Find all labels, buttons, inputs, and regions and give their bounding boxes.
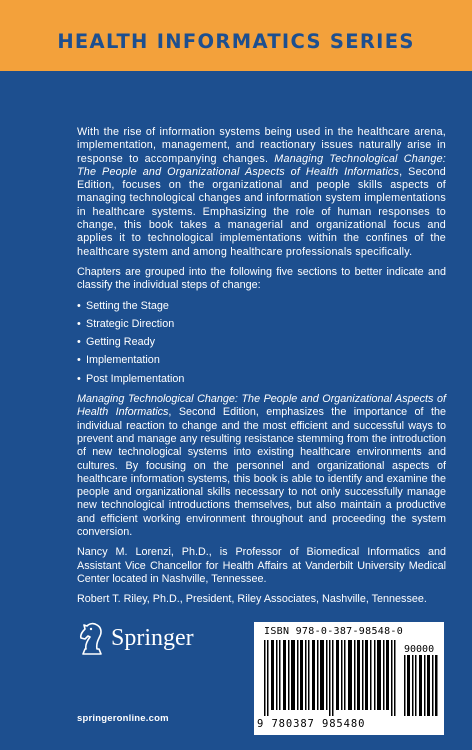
main-barcode-bars <box>264 640 396 716</box>
author-lorenzi: Nancy M. Lorenzi, Ph.D., is Professor of Biomedical Informatics and Assistant Vice Chancellor for Health Affairs at Vanderbilt University Medical Center located in Nashville, Tennessee. <box>77 546 446 585</box>
section-item: • Strategic Direction <box>77 318 446 331</box>
section-item: • Post Implementation <box>77 373 446 386</box>
intro-book-title: Managing Technological Change: The People and Organizational Aspects of Health Informatics <box>77 152 446 178</box>
series-title: HEALTH INFORMATICS SERIES <box>57 30 415 53</box>
section-item: • Implementation <box>77 354 446 367</box>
price-barcode-bars <box>404 655 438 716</box>
author-riley: Robert T. Riley, Ph.D., President, Riley Associates, Nashville, Tennessee. <box>77 593 427 606</box>
sections-list <box>77 300 446 386</box>
sections-lead: Chapters are grouped into the following five sections to better indicate and classify the individual steps of change: <box>77 265 446 292</box>
springer-logo <box>77 620 197 656</box>
series-band <box>0 0 472 71</box>
publisher-website[interactable]: springeronline.com <box>77 713 169 724</box>
publisher-name: Springer <box>111 625 194 651</box>
price-code: 90000 <box>404 644 435 655</box>
section-item: • Getting Ready <box>77 336 446 349</box>
intro-text-2: , Second Edition, focuses on the organizational and people skills aspects of managing technological changes and information system implementations in healthcare systems. Emphasizing the role of human responses to change, this book takes a managerial and organizational focus and applies it to technological implementations within the confines of the healthcare system and among healthcare professionals specifically. <box>77 165 446 258</box>
isbn-number: ISBN 978-0-387-98548-0 <box>264 626 404 637</box>
section-item: • Setting the Stage <box>77 300 446 313</box>
intro-text-1: With the rise of information systems being used in the healthcare arena, implementation, management, and reactionary issues naturally arise in response to accompanying changes. <box>77 126 446 165</box>
summary-book-title: Managing Technological Change: The People and Organizational Aspects of Health Informatics <box>77 393 446 419</box>
isbn-barcode <box>254 622 444 735</box>
back-cover-text <box>77 126 446 614</box>
knight-chess-piece-icon <box>77 620 107 656</box>
summary-text: , Second Edition, emphasizes the importance of the individual reaction to change and the most efficient and successful ways to prevent and manage any resulting resistance stemming from the introduction of new technological systems into existing healthcare environments and cultures. By focusing on the personnel and organizational aspects of healthcare information systems, this book is able to identify and examine the people and organizational skills necessary to not only successfully manage new technological introductions themselves, but also maintain a productive and efficient working environment throughout and proceeding the system conversion. <box>77 406 446 539</box>
ean-number: 9 780387 985480 <box>257 718 366 730</box>
summary-paragraph <box>77 393 446 539</box>
intro-paragraph <box>77 126 446 259</box>
